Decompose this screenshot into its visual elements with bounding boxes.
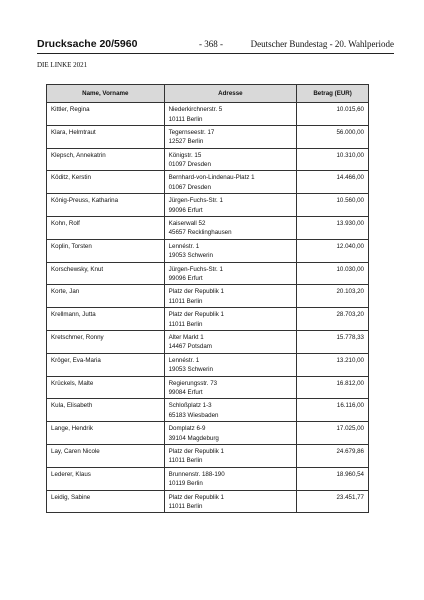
table-row <box>47 399 369 422</box>
document-number: Drucksache 20/5960 <box>37 38 138 50</box>
donor-name: Kula, Elisabeth <box>47 399 165 422</box>
address-city: 39104 Magdeburg <box>168 434 219 442</box>
donor-name: Köditz, Kerstin <box>47 171 165 194</box>
donation-amount: 10.015,60 <box>297 103 369 126</box>
table-row <box>47 239 369 262</box>
table-row <box>47 308 369 331</box>
donor-name: Klepsch, Annekatrin <box>47 148 165 171</box>
address-street: Kaiserwall 52 <box>168 219 206 227</box>
table-row <box>47 490 369 513</box>
donation-amount: 56.000,00 <box>297 125 369 148</box>
donor-address <box>164 239 297 262</box>
address-street: Platz der Republik 1 <box>168 288 224 296</box>
donation-amount: 13.930,00 <box>297 216 369 239</box>
donor-address <box>164 467 297 490</box>
donor-address <box>164 353 297 376</box>
address-street: Platz der Republik 1 <box>168 447 224 455</box>
address-city: 14467 Potsdam <box>168 343 212 351</box>
donation-amount: 10.310,00 <box>297 148 369 171</box>
donor-address <box>164 262 297 285</box>
address-city: 10119 Berlin <box>168 480 203 488</box>
address-street: Brunnenstr. 188-190 <box>168 470 225 478</box>
donation-amount: 13.210,00 <box>297 353 369 376</box>
donation-amount: 12.040,00 <box>297 239 369 262</box>
address-city: 11011 Berlin <box>168 457 203 465</box>
donor-name: Lay, Caren Nicole <box>47 444 165 467</box>
donation-amount: 20.103,20 <box>297 285 369 308</box>
donation-amount: 18.960,54 <box>297 467 369 490</box>
donor-name: Krückels, Malte <box>47 376 165 399</box>
address-city: 99096 Erfurt <box>168 275 203 283</box>
table-row <box>47 285 369 308</box>
donation-amount: 23.451,77 <box>297 490 369 513</box>
table-row <box>47 125 369 148</box>
address-street: Lennéstr. 1 <box>168 356 200 364</box>
address-city: 11011 Berlin <box>168 320 203 328</box>
donor-address <box>164 422 297 445</box>
address-city: 10111 Berlin <box>168 115 203 123</box>
party-year-label: DIE LINKE 2021 <box>37 61 88 69</box>
header-rule <box>37 53 394 54</box>
donor-name: Korte, Jan <box>47 285 165 308</box>
donations-table <box>46 84 369 513</box>
address-city: 99084 Erfurt <box>168 389 203 397</box>
table-row <box>47 467 369 490</box>
address-street: Regierungsstr. 73 <box>168 379 218 387</box>
donor-address <box>164 376 297 399</box>
table-row <box>47 330 369 353</box>
table-row <box>47 216 369 239</box>
column-header-name: Name, Vorname <box>47 85 165 103</box>
address-street: Niederkirchnerstr. 5 <box>168 106 223 113</box>
donor-address <box>164 125 297 148</box>
donor-name: König-Preuss, Katharina <box>47 194 165 217</box>
donor-name: Kohn, Rolf <box>47 216 165 239</box>
address-city: 01097 Dresden <box>168 161 211 169</box>
address-street: Platz der Republik 1 <box>168 311 224 319</box>
donation-amount: 28.703,20 <box>297 308 369 331</box>
donation-amount: 17.025,00 <box>297 422 369 445</box>
address-street: Schloßplatz 1-3 <box>168 402 212 410</box>
address-city: 19053 Schwerin <box>168 366 213 374</box>
periodical-title: Deutscher Bundestag - 20. Wahlperiode <box>250 39 394 49</box>
table-row <box>47 148 369 171</box>
address-street: Jürgen-Fuchs-Str. 1 <box>168 197 223 205</box>
address-street: Jürgen-Fuchs-Str. 1 <box>168 265 223 273</box>
donor-name: Krellmann, Jutta <box>47 308 165 331</box>
donation-amount: 15.778,33 <box>297 330 369 353</box>
donor-address <box>164 490 297 513</box>
donor-name: Lange, Hendrik <box>47 422 165 445</box>
table-row <box>47 103 369 126</box>
donor-address <box>164 308 297 331</box>
donor-address <box>164 285 297 308</box>
donor-address <box>164 103 297 126</box>
donor-address <box>164 148 297 171</box>
address-street: Domplatz 6-9 <box>168 425 206 433</box>
donor-address <box>164 216 297 239</box>
table-row <box>47 262 369 285</box>
page-number: - 368 - <box>199 39 223 49</box>
table-row <box>47 171 369 194</box>
table-row <box>47 444 369 467</box>
address-street: Bernhard-von-Lindenau-Platz 1 <box>168 174 255 182</box>
donor-name: Kröger, Eva-Maria <box>47 353 165 376</box>
address-street: Lennéstr. 1 <box>168 242 200 250</box>
address-street: Königstr. 15 <box>168 151 202 159</box>
donor-name: Lederer, Klaus <box>47 467 165 490</box>
donor-name: Leidig, Sabine <box>47 490 165 513</box>
table-header-row <box>47 85 369 103</box>
table-row <box>47 376 369 399</box>
table-row <box>47 353 369 376</box>
donor-name: Kretschmer, Ronny <box>47 330 165 353</box>
donor-address <box>164 171 297 194</box>
donation-amount: 14.466,00 <box>297 171 369 194</box>
donor-name: Koplin, Torsten <box>47 239 165 262</box>
donor-address <box>164 444 297 467</box>
donor-address <box>164 194 297 217</box>
donor-address <box>164 330 297 353</box>
column-header-amount: Betrag (EUR) <box>297 85 369 103</box>
address-city: 01067 Dresden <box>168 183 211 191</box>
page-header <box>37 38 394 52</box>
address-city: 11011 Berlin <box>168 297 203 305</box>
column-header-address: Adresse <box>164 85 297 103</box>
table-row <box>47 422 369 445</box>
address-city: 45657 Recklinghausen <box>168 229 232 237</box>
donation-amount: 10.560,00 <box>297 194 369 217</box>
address-city: 12527 Berlin <box>168 138 204 146</box>
donation-amount: 24.679,86 <box>297 444 369 467</box>
donation-amount: 16.812,00 <box>297 376 369 399</box>
address-street: Platz der Republik 1 <box>168 493 224 501</box>
address-street: Alter Markt 1 <box>168 333 204 341</box>
address-city: 99096 Erfurt <box>168 206 203 214</box>
address-city: 11011 Berlin <box>168 503 203 511</box>
donor-name: Kittler, Regina <box>47 103 165 126</box>
donor-address <box>164 399 297 422</box>
address-street: Tegernseestr. 17 <box>168 128 215 136</box>
address-city: 65183 Wiesbaden <box>168 411 219 419</box>
address-city: 19053 Schwerin <box>168 252 213 260</box>
donor-name: Klara, Helmtraut <box>47 125 165 148</box>
donor-name: Korschewsky, Knut <box>47 262 165 285</box>
table-row <box>47 194 369 217</box>
donation-amount: 10.030,00 <box>297 262 369 285</box>
donation-amount: 16.116,00 <box>297 399 369 422</box>
